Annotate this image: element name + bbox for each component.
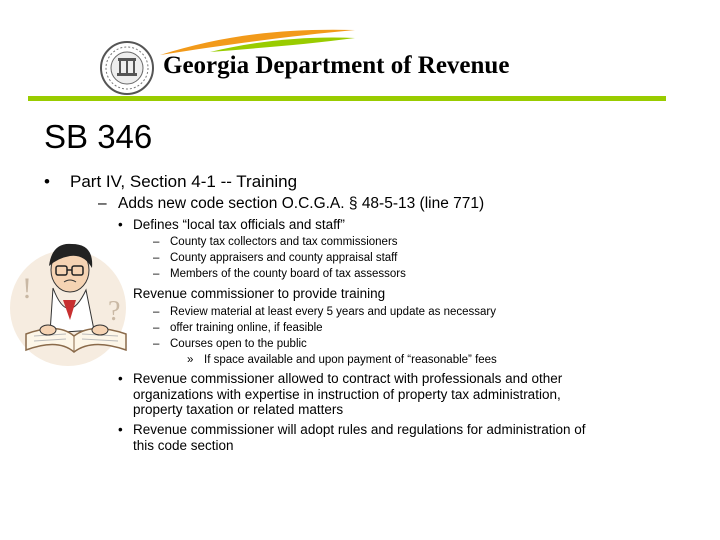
- bullet-marker: •: [118, 422, 123, 437]
- text-line: Revenue commissioner allowed to contract with professionals and other: [133, 371, 563, 386]
- list-subitem: If space available and upon payment of “reasonable” fees: [204, 354, 497, 366]
- text-line: Revenue commissioner will adopt rules and regulations for administration of: [133, 422, 586, 437]
- confused-student-reading-book-icon: [8, 238, 143, 368]
- georgia-state-seal-icon: [99, 40, 155, 96]
- text-line: organizations with expertise in instruction of property tax administration,: [133, 386, 561, 402]
- bullet-marker: •: [118, 217, 123, 232]
- dash-marker: –: [153, 322, 160, 334]
- header-divider: [28, 96, 666, 101]
- dash-marker: –: [98, 195, 107, 212]
- bullet-part-iv: Part IV, Section 4-1 -- Training: [70, 172, 298, 191]
- org-title: Georgia Department of Revenue: [163, 52, 510, 79]
- text-line: this code section: [133, 437, 234, 453]
- list-item: County appraisers and county appraisal staff: [170, 252, 398, 264]
- list-item: County tax collectors and tax commissioners: [170, 236, 398, 248]
- bullet-contract: [133, 371, 562, 418]
- chevron-marker: »: [187, 354, 194, 366]
- svg-text:!: !: [22, 272, 32, 305]
- text-line: property taxation or related matters: [133, 402, 344, 417]
- bullet-marker: •: [118, 371, 123, 386]
- bullet-rules: [133, 422, 585, 453]
- bullet-defines: Defines “local tax officials and staff”: [133, 217, 345, 232]
- dash-marker: –: [153, 236, 160, 248]
- svg-text:?: ?: [108, 296, 121, 327]
- list-item: Members of the county board of tax assessors: [170, 268, 406, 280]
- bullet-training: Revenue commissioner to provide training: [133, 286, 386, 301]
- list-item: offer training online, if feasible: [170, 322, 323, 334]
- list-item: Courses open to the public: [170, 338, 307, 350]
- dash-marker: –: [153, 268, 160, 280]
- bullet-code-section: Adds new code section O.C.G.A. § 48-5-13 (line 771): [118, 195, 485, 212]
- dash-marker: –: [153, 252, 160, 264]
- bullet-marker: •: [44, 172, 50, 191]
- list-item: Review material at least every 5 years and update as necessary: [170, 306, 496, 318]
- slide-title: SB 346: [44, 118, 153, 155]
- dash-marker: –: [153, 306, 160, 318]
- dash-marker: –: [153, 338, 160, 350]
